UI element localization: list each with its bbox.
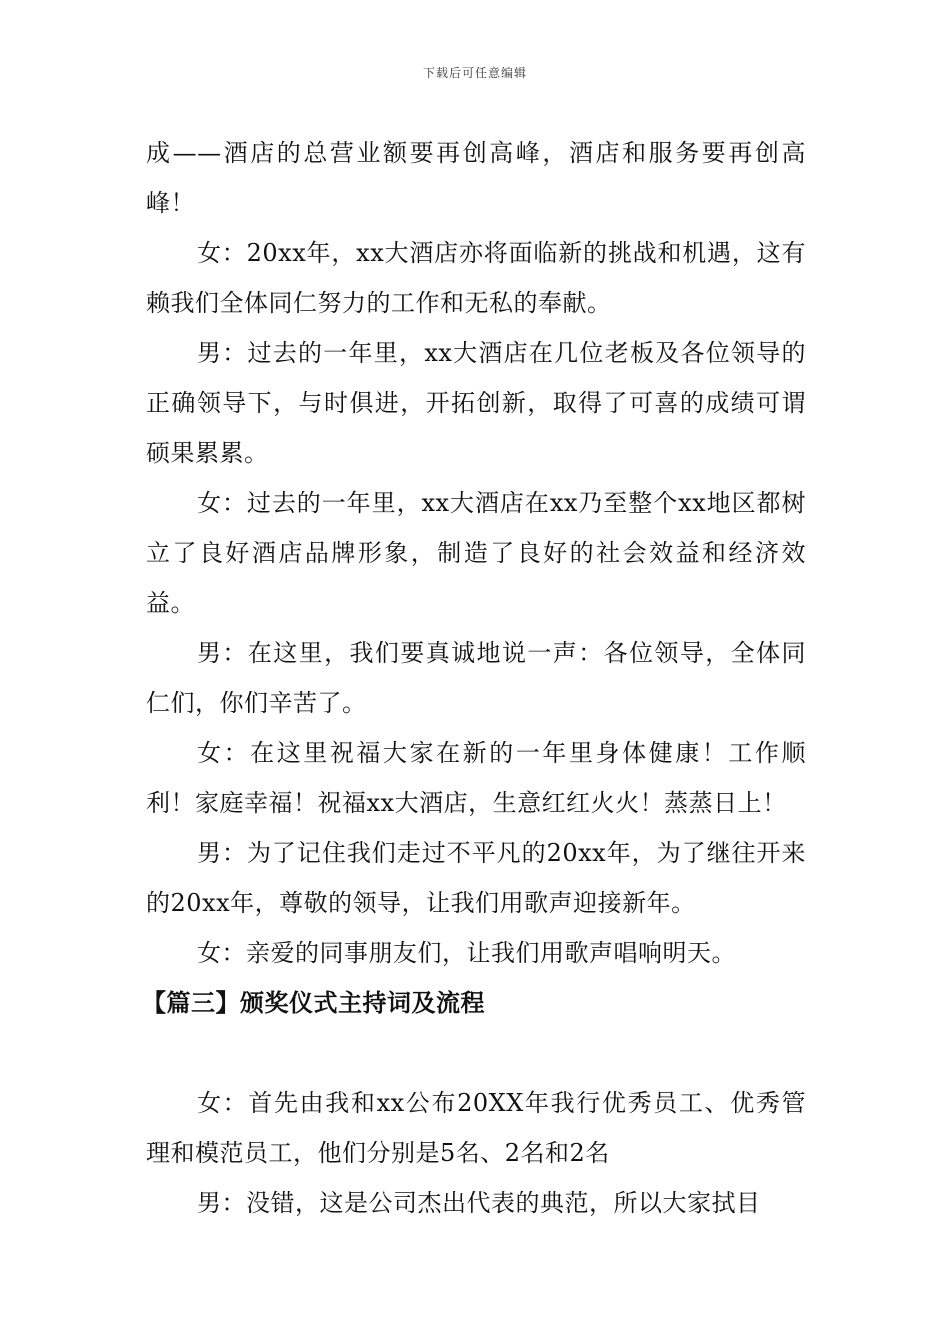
paragraph-dialogue: 女：首先由我和xx公布20XX年我行优秀员工、优秀管理和模范员工，他们分别是5名、2名和2名 <box>146 1089 806 1167</box>
page-header: 下载后可任意编辑 <box>422 66 527 80</box>
paragraph-dialogue: 男：过去的一年里，xx大酒店在几位老板及各位领导的正确领导下，与时俱进，开拓创新，取得了可喜的成绩可谓硕果累累。 <box>146 339 806 467</box>
paragraph-dialogue: 女：20xx年，xx大酒店亦将面临新的挑战和机遇，这有赖我们全体同仁努力的工作和无私的奉献。 <box>146 239 806 317</box>
paragraph-continuation: 成——酒店的总营业额要再创高峰，酒店和服务要再创高峰！ <box>146 139 806 217</box>
paragraph-dialogue: 男：没错，这是公司杰出代表的典范，所以大家拭目 <box>197 1189 761 1217</box>
blank-line <box>146 1028 806 1078</box>
paragraph-dialogue: 男：在这里，我们要真诚地说一声：各位领导，全体同仁们，你们辛苦了。 <box>146 639 806 717</box>
paragraph-dialogue: 女：过去的一年里，xx大酒店在xx乃至整个xx地区都树立了良好酒店品牌形象，制造了良好的社会效益和经济效益。 <box>146 489 806 617</box>
document-body <box>142 128 806 1228</box>
section-title: 【篇三】颁奖仪式主持词及流程 <box>142 988 485 1017</box>
paragraph-dialogue: 女：在这里祝福大家在新的一年里身体健康！工作顺利！家庭幸福！祝福xx大酒店，生意红红火火！蒸蒸日上！ <box>146 739 806 817</box>
paragraph-dialogue: 女：亲爱的同事朋友们，让我们用歌声唱响明天。 <box>197 939 736 967</box>
paragraph-dialogue: 男：为了记住我们走过不平凡的20xx年，为了继往开来的20xx年，尊敬的领导，让我们用歌声迎接新年。 <box>146 839 806 917</box>
